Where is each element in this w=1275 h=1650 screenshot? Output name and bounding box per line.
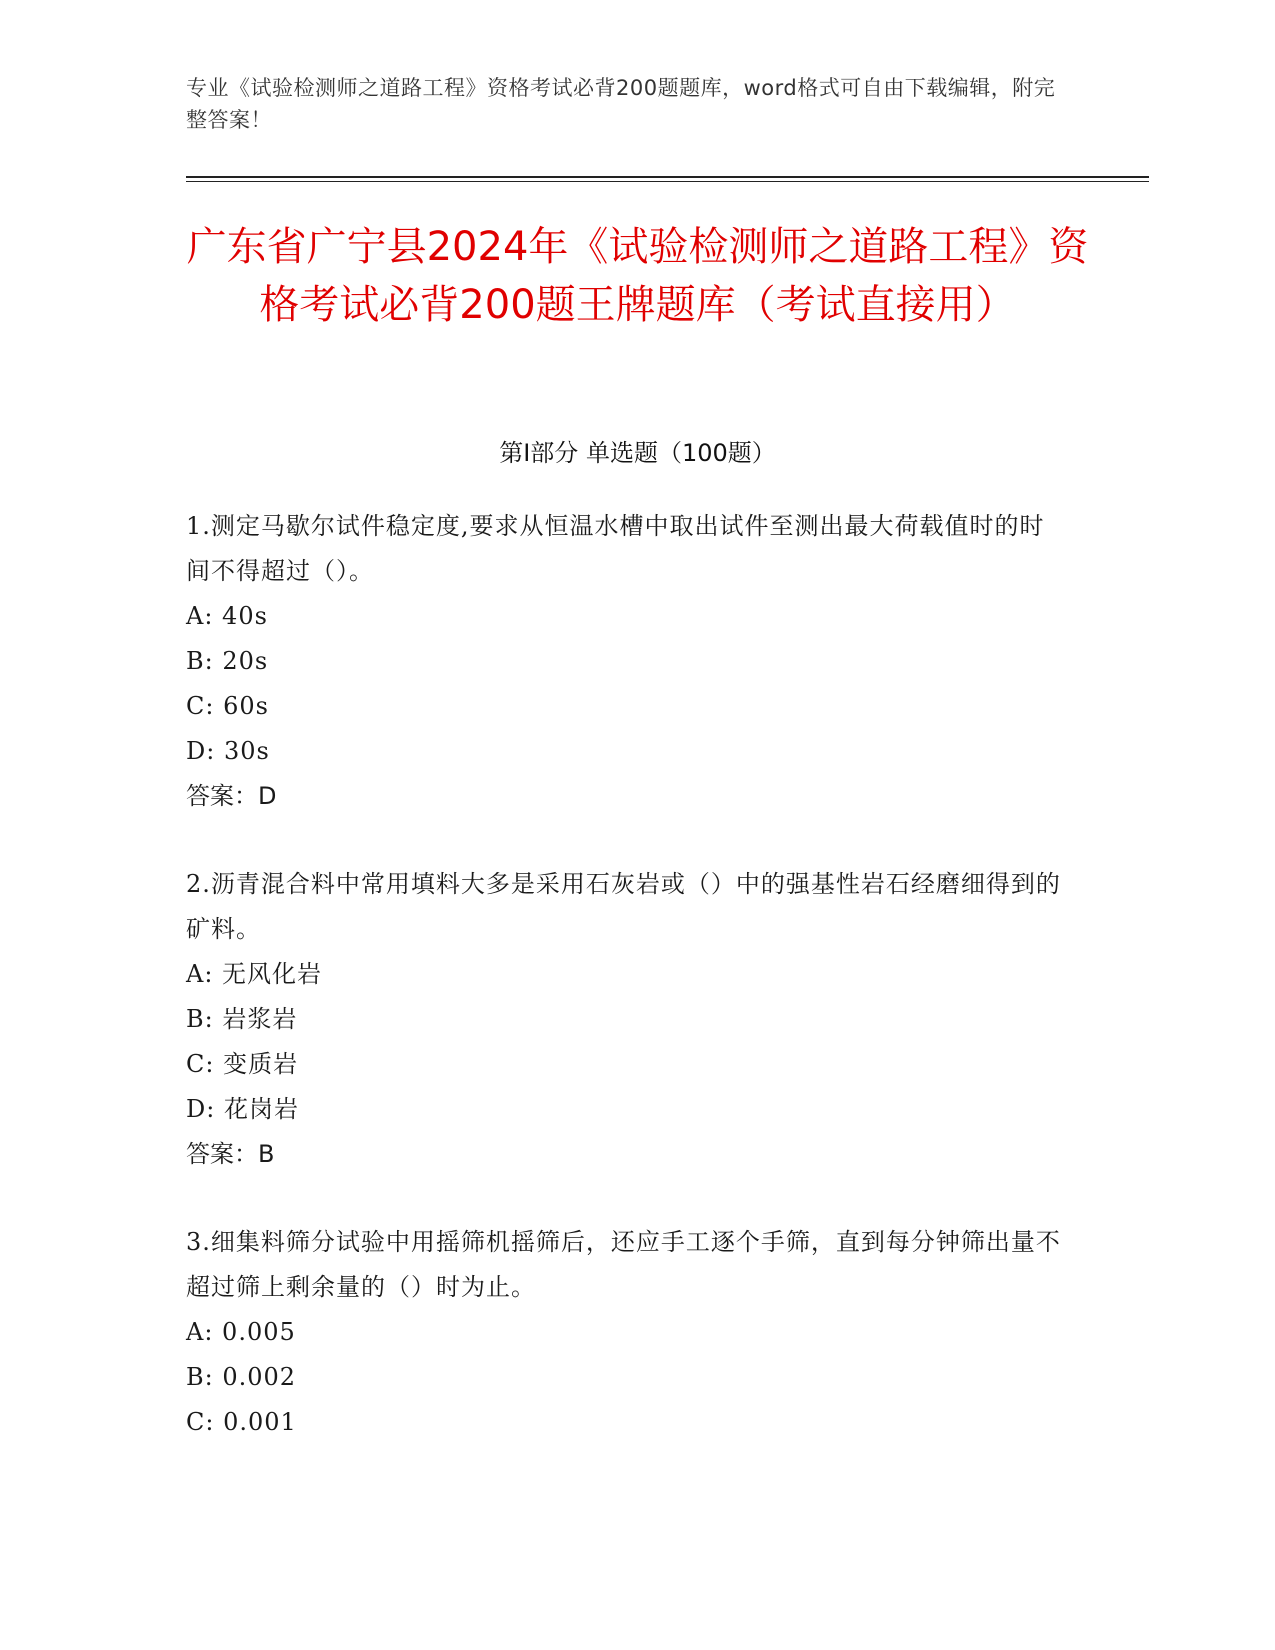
option-c: C: 0.001 — [186, 1408, 297, 1436]
option-b: B: 0.002 — [186, 1363, 297, 1391]
header-divider-thick — [186, 176, 1149, 178]
question-3 — [186, 1220, 1066, 1445]
option-b: B: 岩浆岩 — [186, 1005, 298, 1033]
document-title: 广东省广宁县2024年《试验检测师之道路工程》资格考试必背200题王牌题库（考试直接用） — [186, 224, 1089, 328]
question-2 — [186, 862, 1066, 1177]
option-a: A: 0.005 — [186, 1318, 296, 1346]
header-note: 专业《试验检测师之道路工程》资格考试必背200题题库，word格式可自由下载编辑，附完整答案！ — [186, 76, 1056, 132]
option-b: B: 20s — [186, 647, 269, 675]
answer-line: 答案：B — [186, 1140, 275, 1168]
question-1 — [186, 504, 1066, 819]
question-stem: 2.沥青混合料中常用填料大多是采用石灰岩或（）中的强基性岩石经磨细得到的矿料。 — [186, 870, 1061, 943]
option-a: A: 无风化岩 — [186, 960, 323, 988]
answer-line: 答案：D — [186, 782, 277, 810]
option-d: D: 花岗岩 — [186, 1095, 299, 1123]
question-stem: 3.细集料筛分试验中用摇筛机摇筛后，还应手工逐个手筛，直到每分钟筛出量不超过筛上剩余量的（）时为止。 — [186, 1228, 1061, 1301]
section-heading: 第I部分 单选题（100题） — [499, 439, 776, 467]
option-c: C: 60s — [186, 692, 269, 720]
option-d: D: 30s — [186, 737, 270, 765]
question-stem: 1.测定马歇尔试件稳定度,要求从恒温水槽中取出试件至测出最大荷载值时的时间不得超过（）。 — [186, 512, 1045, 585]
option-c: C: 变质岩 — [186, 1050, 299, 1078]
header-divider-thin — [186, 181, 1149, 182]
option-a: A: 40s — [186, 602, 268, 630]
